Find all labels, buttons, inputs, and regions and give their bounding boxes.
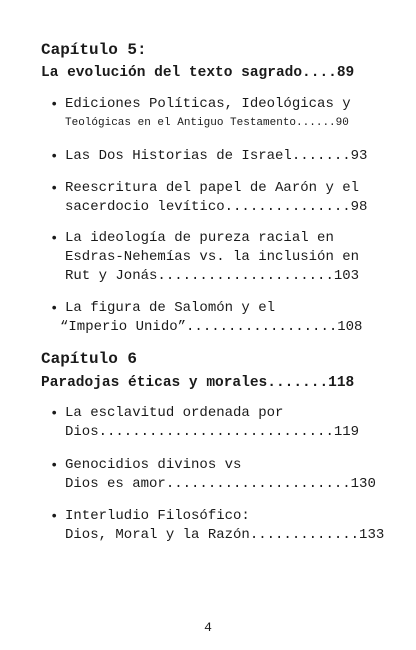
bullet: •: [50, 406, 59, 422]
chapter-6-subtitle: Paradojas éticas y morales.......118: [41, 375, 355, 391]
toc-entry-line: “Imperio Unido”..................108: [60, 319, 363, 335]
bullet: •: [50, 509, 59, 525]
page-number: 4: [204, 620, 212, 635]
toc-entry-line: Genocidios divinos vs: [65, 457, 242, 473]
bullet: •: [50, 231, 59, 247]
toc-entry-line: La figura de Salomón y el: [65, 300, 276, 316]
chapter-5-subtitle: La evolución del texto sagrado....89: [41, 65, 355, 81]
toc-entry-line: Reescritura del papel de Aarón y el: [65, 180, 360, 196]
toc-entry-line: Interludio Filosófico:: [65, 508, 250, 524]
toc-entry-line: Rut y Jonás.....................103: [65, 268, 360, 284]
toc-entry-line: La esclavitud ordenada por: [65, 405, 284, 421]
bullet: •: [50, 97, 59, 113]
toc-entry-line: Esdras-Nehemías vs. la inclusión en: [65, 249, 360, 265]
bullet: •: [50, 181, 59, 197]
toc-entry-line: Dios............................119: [65, 424, 360, 440]
bullet: •: [50, 458, 59, 474]
toc-entry-line: La ideología de pureza racial en: [65, 230, 334, 246]
bullet: •: [50, 149, 59, 165]
chapter-5-title: Capítulo 5:: [41, 41, 147, 59]
toc-entry-line: Dios, Moral y la Razón.............133: [65, 527, 385, 543]
toc-entry-line: Las Dos Historias de Israel.......93: [65, 148, 368, 164]
toc-entry-line: Ediciones Políticas, Ideológicas y: [65, 96, 351, 112]
toc-entry-line: Teológicas en el Antiguo Testamento......90: [65, 117, 349, 129]
chapter-6-title: Capítulo 6: [41, 350, 138, 368]
toc-entry-line: sacerdocio levítico...............98: [65, 199, 368, 215]
bullet: •: [50, 301, 59, 317]
toc-entry-line: Dios es amor......................130: [65, 476, 376, 492]
